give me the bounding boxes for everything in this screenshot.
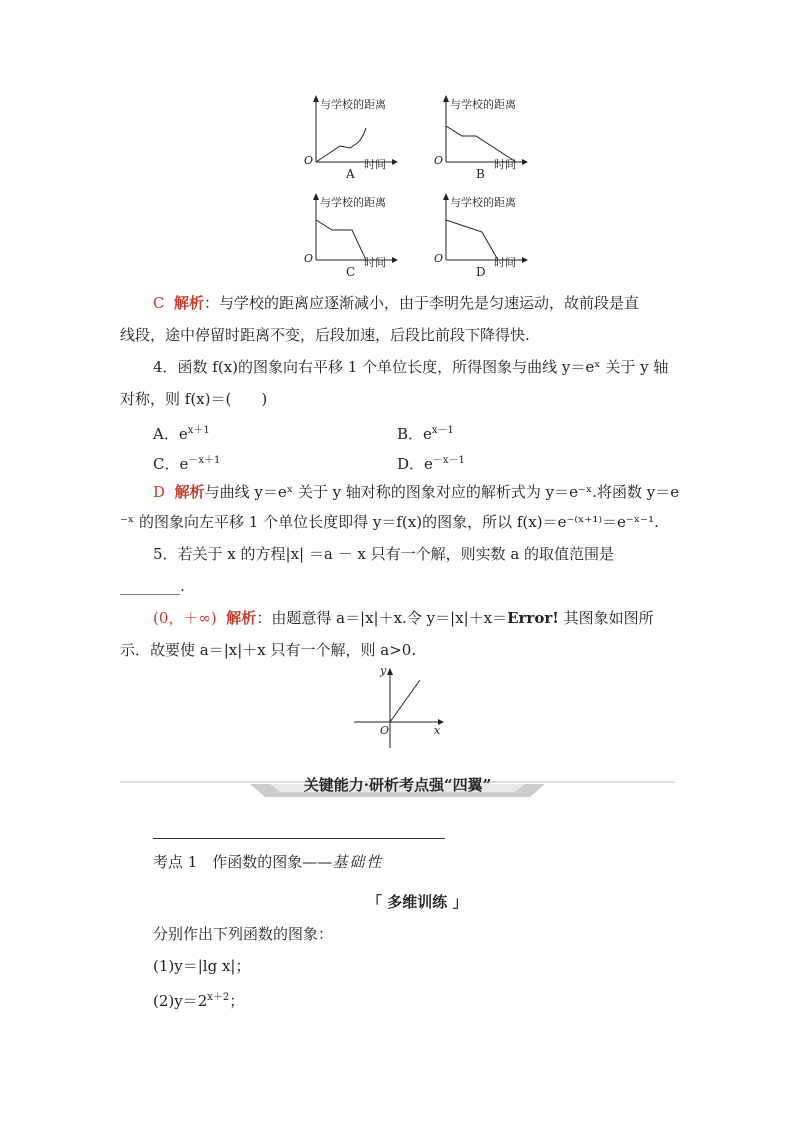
q5-label: 解析 xyxy=(226,609,257,627)
graph-a-title: 与学校的距离 xyxy=(320,98,386,111)
q4-option-a xyxy=(153,421,210,444)
graph-b-title: 与学校的距离 xyxy=(450,98,516,111)
graph-b-origin: O xyxy=(434,154,444,167)
graph-a-xlabel: 时间 xyxy=(364,158,386,171)
q5-graph-origin: O xyxy=(380,724,390,737)
graph-c xyxy=(300,190,400,280)
item2-tail: ； xyxy=(229,992,245,1010)
q5-graph-ylabel: y xyxy=(380,664,387,677)
graph-c-letter: C xyxy=(346,265,356,279)
q4-option-d-text: D．e xyxy=(397,455,433,473)
item2-exp: x＋2 xyxy=(207,992,230,1003)
q3-solution-line2: 线段，途中停留时距离不变，后段加速，后段比前段下降得快. xyxy=(120,326,530,344)
item2-text: (2)y＝2 xyxy=(153,992,208,1010)
section-subheading: 「 多维训练 」 xyxy=(367,893,468,911)
q4-option-c-exp: －x＋1 xyxy=(188,455,221,466)
graph-c-origin: O xyxy=(304,252,314,265)
section-banner xyxy=(120,770,675,800)
q5-graph-xlabel: x xyxy=(434,724,441,737)
graph-c-xlabel: 时间 xyxy=(364,256,386,269)
q5-graph xyxy=(350,660,450,755)
banner-title: 关键能力·研析考点强“四翼” xyxy=(303,776,492,794)
q4-sol-text1: 与曲线 y＝eˣ 关于 y 轴对称的图象对应的解析式为 y＝e⁻ˣ.将函数 y＝e xyxy=(204,483,680,501)
q5-blank: ________. xyxy=(120,577,185,595)
q5-sol-text1: ：由题意得 a＝|x|＋x.令 y＝|x|＋x＝ xyxy=(256,609,508,627)
section-item-1: (1)y＝|lg x|； xyxy=(153,957,251,975)
q3-solution-line1 xyxy=(153,293,639,313)
graph-b xyxy=(430,92,530,182)
q4-stem-line2: 对称，则 f(x)＝( ) xyxy=(120,390,268,408)
graph-a xyxy=(300,92,400,182)
q4-option-a-text: A．e xyxy=(153,425,188,443)
q5-solution-line2: 示．故要使 a＝|x|＋x 只有一个解，则 a>0. xyxy=(120,641,417,659)
q4-option-b-text: B．e xyxy=(397,425,432,443)
graph-b-xlabel: 时间 xyxy=(494,158,516,171)
graph-d-letter: D xyxy=(476,265,486,279)
section-rule xyxy=(153,838,445,839)
graph-a-letter: A xyxy=(346,167,355,181)
q3-text1: ：与学校的距离应逐渐减小，由于李明先是匀速运动，故前段是直 xyxy=(204,294,640,312)
q5-error-text: Error! xyxy=(507,609,559,627)
q4-label: 解析 xyxy=(174,483,205,501)
q4-stem-line1: 4．函数 f(x)的图象向右平移 1 个单位长度，所得图象与曲线 y＝eˣ 关于 y 轴 xyxy=(153,358,669,376)
section-item-2 xyxy=(153,988,244,1011)
topic-text: 考点 1 作函数的图象—— xyxy=(153,853,333,871)
q4-option-c-text: C．e xyxy=(153,455,189,473)
q4-option-c xyxy=(153,451,220,474)
graph-d-origin: O xyxy=(434,252,444,265)
graph-d-xlabel: 时间 xyxy=(494,256,516,269)
graph-c-title: 与学校的距离 xyxy=(320,196,386,209)
section-intro: 分别作出下列函数的图象： xyxy=(153,925,334,943)
q4-option-b-exp: x－1 xyxy=(431,425,454,436)
q3-answer: C xyxy=(153,294,165,312)
graph-b-letter: B xyxy=(476,167,485,181)
q4-option-d-exp: －x－1 xyxy=(432,455,465,466)
q5-sol-tail: 其图象如图所 xyxy=(558,609,654,627)
section-topic xyxy=(153,852,383,872)
graph-a-origin: O xyxy=(304,154,314,167)
q3-label: 解析 xyxy=(174,294,205,312)
q5-graph-svg xyxy=(350,660,450,755)
q4-option-b xyxy=(397,421,454,444)
q5-solution-line1 xyxy=(153,608,654,628)
q4-answer: D xyxy=(153,483,166,501)
topic-tag: 基础性 xyxy=(332,853,384,871)
graph-d xyxy=(430,190,530,280)
q4-solution-line2: ⁻ˣ 的图象向左平移 1 个单位长度即得 y＝f(x)的图象，所以 f(x)＝e⁻⁽ˣ⁺¹⁾＝e⁻ˣ⁻¹. xyxy=(120,513,659,531)
q4-solution-line1 xyxy=(153,482,679,502)
q4-option-a-exp: x＋1 xyxy=(187,425,210,436)
graph-d-title: 与学校的距离 xyxy=(450,196,516,209)
q5-answer: (0，＋∞) xyxy=(153,609,217,627)
q5-stem-line1: 5．若关于 x 的方程|x| ＝a － x 只有一个解，则实数 a 的取值范围是 xyxy=(153,545,615,563)
q4-option-d xyxy=(397,451,465,474)
